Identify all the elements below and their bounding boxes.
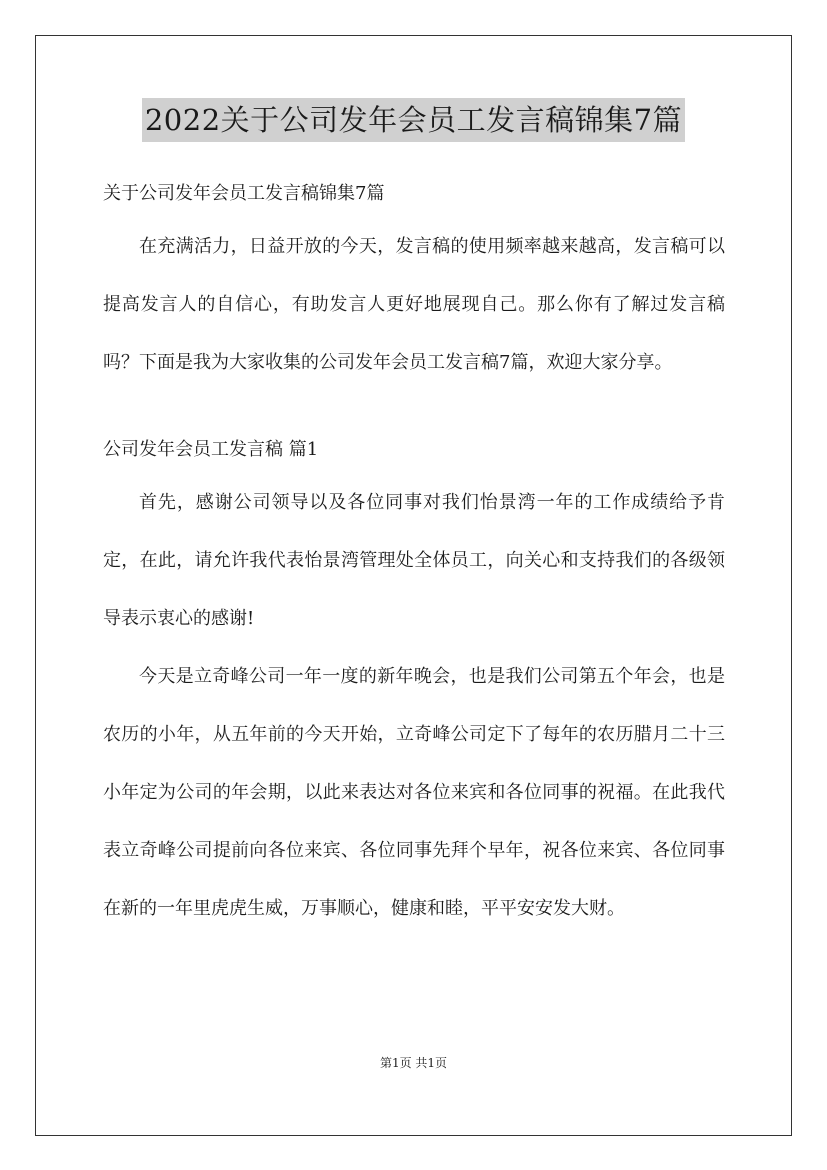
section-spacer [103,392,725,426]
section-paragraph: 首先，感谢公司领导以及各位同事对我们怡景湾一年的工作成绩给予肯定，在此，请允许我代表怡景湾管理处全体员工，向关心和支持我们的各级领导表示衷心的感谢! [103,492,725,629]
document-subtitle: 关于公司发年会员工发言稿锦集7篇 [103,183,385,204]
page-number: 第1页 共1页 [379,1056,448,1070]
title-container [0,98,827,142]
section-paragraph: 今天是立奇峰公司一年一度的新年晚会，也是我们公司第五个年会，也是农历的小年，从五年前的今天开始，立奇峰公司定下了每年的农历腊月二十三小年定为公司的年会期，以此来表达对各位来宾和各位同事的祝福。在此我代表立奇峰公司提前向各位来宾、各位同事先拜个早年，祝各位来宾、各位同事在新的一年里虎虎生威，万事顺心，健康和睦，平平安安发大财。 [103,666,725,919]
intro-paragraph: 在充满活力，日益开放的今天，发言稿的使用频率越来越高，发言稿可以提高发言人的自信心，有助发言人更好地展现自己。那么你有了解过发言稿吗？下面是我为大家收集的公司发年会员工发言稿7篇，欢迎大家分享。 [103,236,725,373]
document-body [103,170,725,938]
section-heading: 公司发年会员工发言稿 篇1 [103,439,319,460]
document-title: 2022关于公司发年会员工发言稿锦集7篇 [142,98,685,142]
